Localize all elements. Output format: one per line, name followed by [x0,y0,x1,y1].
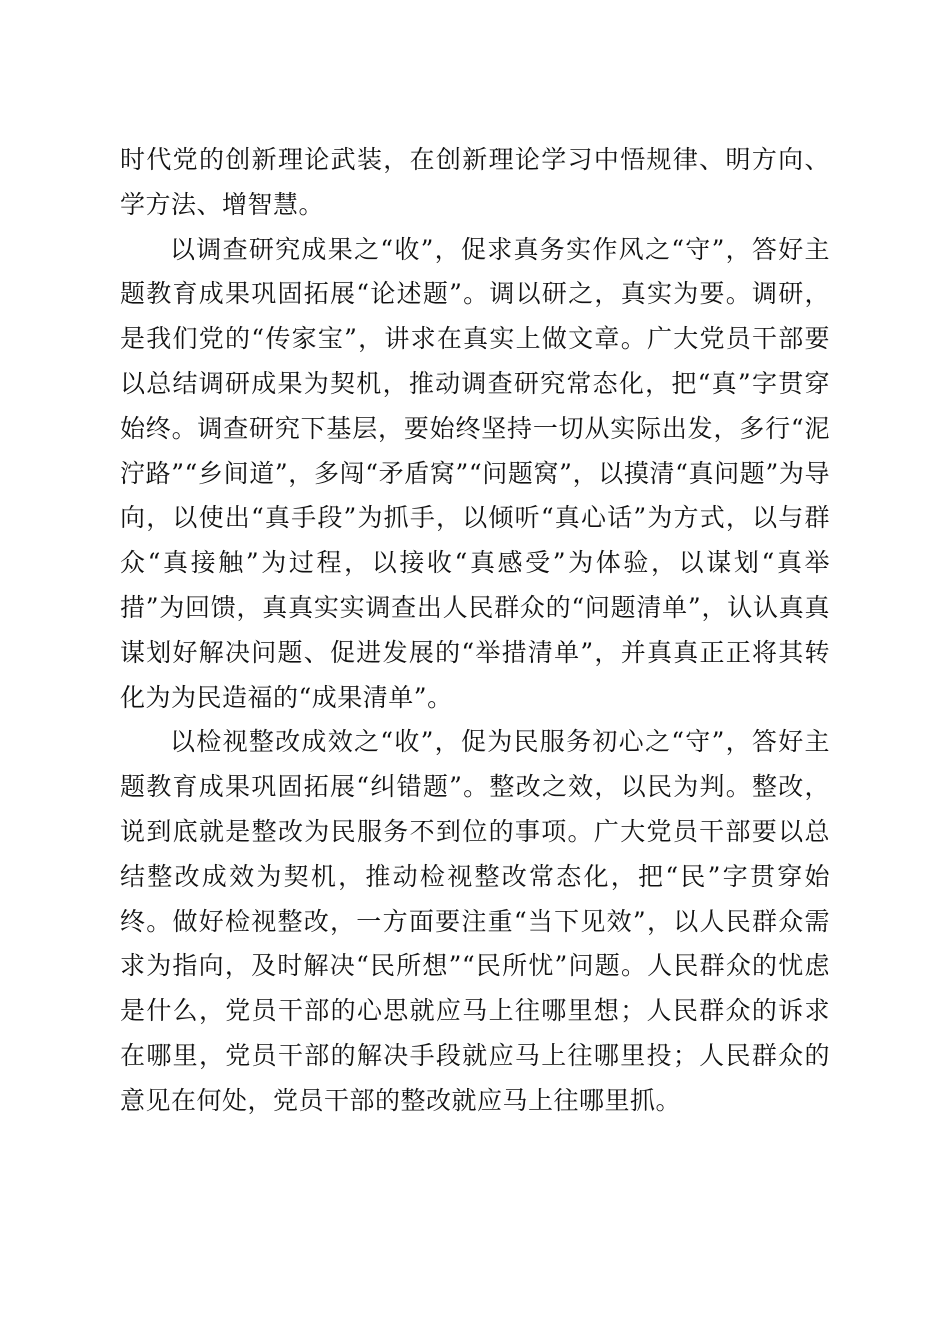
paragraph-continuation: 时代党的创新理论武装，在创新理论学习中悟规律、明方向、学方法、增智慧。 [120,145,830,219]
paragraph-research: 以调查研究成果之“收”，促求真务实作风之“守”，答好主题教育成果巩固拓展“论述题”。调以研之，真实为要。调研，是我们党的“传家宝”，讲求在真实上做文章。广大党员干部要以总结调研成果为契机，推动调查研究常态化，把“真”字贯穿始终。调查研究下基层，要始终坚持一切从实际出发，多行“泥泞路”“乡间道”，多闯“矛盾窝”“问题窝”，以摸清“真问题”为导向，以使出“真手段”为抓手，以倾听“真心话”为方式，以与群众“真接触”为过程，以接收“真感受”为体验，以谋划“真举措”为回馈，真真实实调查出人民群众的“问题清单”，认认真真谋划好解决问题、促进发展的“举措清单”，并真真正正将其转化为为民造福的“成果清单”。 [120,234,830,712]
paragraph-rectification: 以检视整改成效之“收”，促为民服务初心之“守”，答好主题教育成果巩固拓展“纠错题”。整改之效，以民为判。整改，说到底就是整改为民服务不到位的事项。广大党员干部要以总结整改成效为契机，推动检视整改常态化，把“民”字贯穿始终。做好检视整改，一方面要注重“当下见效”，以人民群众需求为指向，及时解决“民所想”“民所忧”问题。人民群众的忧虑是什么，党员干部的心思就应马上往哪里想；人民群众的诉求在哪里，党员干部的解决手段就应马上往哪里投；人民群众的意见在何处，党员干部的整改就应马上往哪里抓。 [120,727,830,1115]
document-body [120,138,830,1124]
